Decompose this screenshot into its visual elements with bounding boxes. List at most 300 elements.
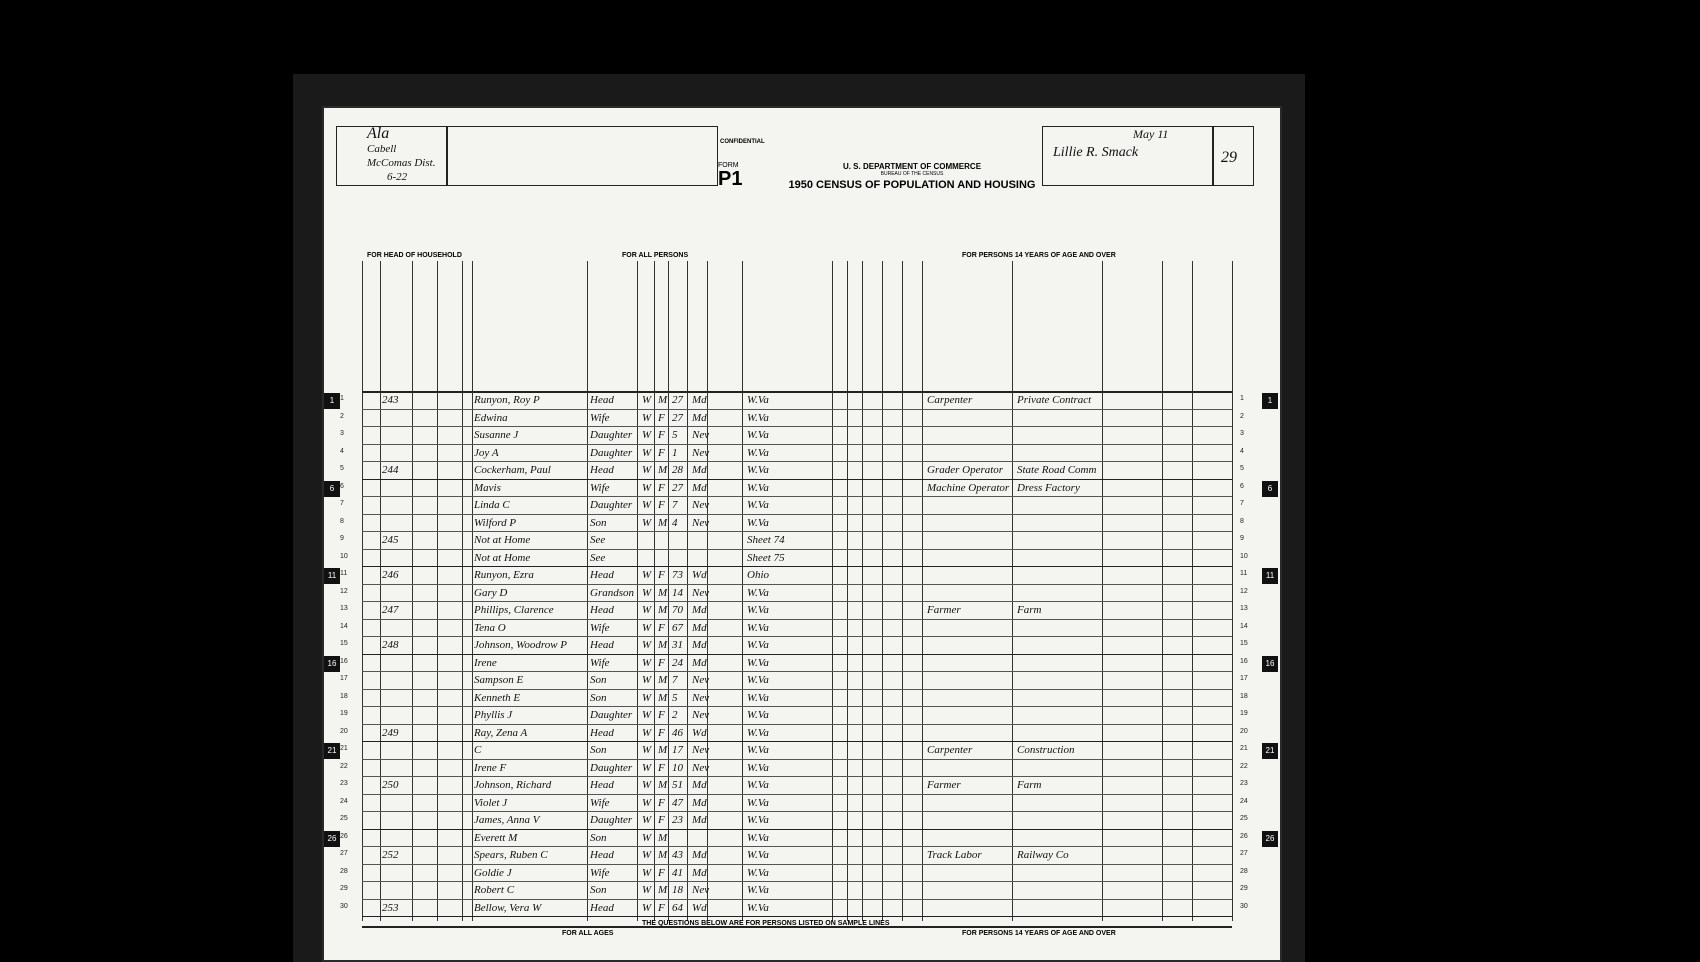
cell-rel: Daughter <box>590 446 633 459</box>
cell-sex: F <box>658 726 665 739</box>
cell-rel: Wife <box>590 656 610 669</box>
cell-age: 5 <box>672 429 678 441</box>
row-number-right: 3 <box>1240 430 1244 437</box>
cell-race: W <box>642 691 652 704</box>
cell-rel: Wife <box>590 411 610 424</box>
cell-age: 31 <box>672 639 683 651</box>
cell-age: 28 <box>672 464 683 476</box>
sample-line-marker-right: 16 <box>1262 656 1278 672</box>
row-number-right: 20 <box>1240 727 1248 735</box>
row-number: 7 <box>340 500 344 507</box>
row-number: 20 <box>340 727 348 735</box>
enumerator-signature: Lillie R. Smack <box>1053 145 1139 160</box>
cell-sex: F <box>658 446 665 459</box>
cell-ms: Nev <box>692 761 710 774</box>
row-number-right: 21 <box>1240 745 1248 752</box>
sample-line-marker: 1 <box>324 393 340 409</box>
cell-sex: F <box>658 499 665 511</box>
cell-bp: W.Va <box>747 744 769 756</box>
cell-rel: Head <box>590 726 614 739</box>
cell-race: W <box>642 726 652 739</box>
cell-ms: Md <box>692 481 707 494</box>
row-number-right: 5 <box>1240 465 1244 472</box>
row-number-right: 29 <box>1240 885 1248 892</box>
census-title: 1950 CENSUS OF POPULATION AND HOUSING <box>788 179 1036 191</box>
form-number: P1 <box>718 168 743 190</box>
cell-ms: Nev <box>692 744 710 756</box>
cell-ms: Nev <box>692 499 710 511</box>
sample-line-marker-right: 1 <box>1262 393 1278 409</box>
cell-age: 51 <box>672 779 683 791</box>
row-number-right: 13 <box>1240 605 1248 612</box>
cell-rel: Son <box>590 516 607 529</box>
cell-age: 47 <box>672 796 683 809</box>
row-number: 10 <box>340 552 348 560</box>
cell-race: W <box>642 866 652 879</box>
cell-age: 73 <box>672 569 683 581</box>
cell-race: W <box>642 831 652 844</box>
cell-dwelling: 252 <box>382 849 399 861</box>
cell-race: W <box>642 814 652 826</box>
cell-bp: W.Va <box>747 446 769 459</box>
row-number: 28 <box>340 867 348 875</box>
cell-rel: See <box>590 551 606 564</box>
cell-ms: Md <box>692 656 707 669</box>
cell-name: Gary D <box>474 586 508 599</box>
cell-name: Runyon, Roy P <box>474 394 540 406</box>
row-number: 29 <box>340 885 348 892</box>
cell-race: W <box>642 656 652 669</box>
row-number: 3 <box>340 430 344 437</box>
cell-age: 67 <box>672 621 683 634</box>
cell-rel: Head <box>590 849 614 861</box>
cell-bp: W.Va <box>747 831 769 844</box>
cell-rel: Son <box>590 884 607 896</box>
bottom-persons-14: FOR PERSONS 14 YEARS OF AGE AND OVER <box>962 930 1116 937</box>
row-number-right: 1 <box>1240 395 1244 402</box>
cell-age: 24 <box>672 656 683 669</box>
cell-occ: Track Labor <box>927 849 982 861</box>
cell-age: 2 <box>672 709 678 721</box>
cell-bp: Ohio <box>747 569 769 581</box>
cell-race: W <box>642 429 652 441</box>
cell-ind: Farm <box>1017 779 1042 791</box>
cell-rel: See <box>590 534 606 546</box>
cell-bp: Sheet 74 <box>747 534 785 546</box>
cell-race: W <box>642 516 652 529</box>
cell-ind: Railway Co <box>1017 849 1069 861</box>
cell-rel: Daughter <box>590 429 633 441</box>
cell-sex: F <box>658 411 665 424</box>
cell-ms: Md <box>692 866 707 879</box>
cell-rel: Son <box>590 674 607 686</box>
cell-occ: Farmer <box>927 779 961 791</box>
cell-sex: M <box>658 779 668 791</box>
sample-line-marker: 26 <box>324 831 340 847</box>
row-number-right: 7 <box>1240 500 1244 507</box>
row-number-right: 24 <box>1240 797 1248 805</box>
address-box <box>446 126 718 186</box>
cell-ms: Nev <box>692 516 710 529</box>
cell-bp: W.Va <box>747 761 769 774</box>
cell-dwelling: 243 <box>382 394 399 406</box>
cell-occ: Machine Operator <box>927 481 1010 494</box>
cell-ind: Farm <box>1017 604 1042 616</box>
cell-sex: F <box>658 656 665 669</box>
row-number-right: 22 <box>1240 762 1248 770</box>
cell-race: W <box>642 464 652 476</box>
cell-sex: M <box>658 464 668 476</box>
row-number: 25 <box>340 815 348 822</box>
cell-occ: Grader Operator <box>927 464 1004 476</box>
cell-sex: M <box>658 831 668 844</box>
cell-ms: Nev <box>692 429 710 441</box>
cell-ms: Md <box>692 814 707 826</box>
bottom-sample-heading: THE QUESTIONS BELOW ARE FOR PERSONS LISTED ON SAMPLE LINES <box>642 920 890 927</box>
row-number: 5 <box>340 465 344 472</box>
cell-sex: M <box>658 744 668 756</box>
county-value: Cabell <box>367 143 397 155</box>
cell-bp: W.Va <box>747 849 769 861</box>
sheet-number: 29 <box>1221 149 1237 166</box>
form-label: FORM <box>718 162 739 169</box>
row-number-right: 10 <box>1240 552 1248 560</box>
cell-ms: Md <box>692 796 707 809</box>
row-number-right: 12 <box>1240 587 1248 595</box>
cell-name: Linda C <box>474 499 510 511</box>
cell-age: 17 <box>672 744 683 756</box>
cell-rel: Head <box>590 464 614 476</box>
cell-rel: Son <box>590 744 607 756</box>
cell-name: Mavis <box>474 481 501 494</box>
row-number: 12 <box>340 587 348 595</box>
sample-line-marker-right: 21 <box>1262 743 1278 759</box>
cell-name: Kenneth E <box>474 691 521 704</box>
cell-bp: W.Va <box>747 464 769 476</box>
cell-race: W <box>642 621 652 634</box>
cell-sex: M <box>658 691 668 704</box>
cell-name: Irene <box>474 656 497 669</box>
cell-ms: Wd <box>692 901 707 914</box>
cell-bp: W.Va <box>747 901 769 914</box>
cell-race: W <box>642 394 652 406</box>
head-of-household-heading: FOR HEAD OF HOUSEHOLD <box>367 252 462 259</box>
cell-occ: Carpenter <box>927 394 973 406</box>
cell-name: Joy A <box>474 446 499 459</box>
sample-line-marker: 11 <box>324 568 340 584</box>
row-number: 22 <box>340 762 348 770</box>
cell-age: 18 <box>672 884 683 896</box>
cell-ms: Wd <box>692 569 707 581</box>
cell-name: Edwina <box>474 411 508 424</box>
sheet-number-box <box>1212 126 1254 186</box>
cell-bp: W.Va <box>747 726 769 739</box>
cell-rel: Head <box>590 604 614 616</box>
cell-rel: Head <box>590 639 614 651</box>
cell-rel: Son <box>590 691 607 704</box>
cell-ms: Nev <box>692 674 710 686</box>
cell-name: Everett M <box>474 831 518 844</box>
cell-ms: Wd <box>692 726 707 739</box>
cell-name: Susanne J <box>474 429 519 441</box>
cell-age: 27 <box>672 394 683 406</box>
row-number: 24 <box>340 797 348 805</box>
cell-sex: F <box>658 814 665 826</box>
cell-rel: Son <box>590 831 607 844</box>
sample-line-marker-right: 6 <box>1262 481 1278 497</box>
row-number-right: 23 <box>1240 780 1248 787</box>
row-number-right: 26 <box>1240 832 1248 840</box>
row-number: 16 <box>340 657 348 665</box>
row-number: 19 <box>340 710 348 717</box>
cell-race: W <box>642 779 652 791</box>
row-number: 17 <box>340 675 348 682</box>
cell-bp: W.Va <box>747 691 769 704</box>
cell-age: 1 <box>672 446 678 459</box>
row-number-right: 28 <box>1240 867 1248 875</box>
row-number-right: 4 <box>1240 447 1244 455</box>
cell-name: Robert C <box>474 884 515 896</box>
cell-sex: M <box>658 849 668 861</box>
cell-bp: W.Va <box>747 884 769 896</box>
cell-sex: M <box>658 394 668 406</box>
cell-bp: Sheet 75 <box>747 551 785 564</box>
persons-14-heading: FOR PERSONS 14 YEARS OF AGE AND OVER <box>962 252 1116 259</box>
cell-sex: F <box>658 761 665 774</box>
cell-sex: M <box>658 639 668 651</box>
cell-age: 64 <box>672 901 683 914</box>
cell-age: 5 <box>672 691 678 704</box>
row-number: 11 <box>340 570 348 577</box>
cell-age: 43 <box>672 849 683 861</box>
cell-sex: F <box>658 621 665 634</box>
row-number-right: 25 <box>1240 815 1248 822</box>
cell-ms: Md <box>692 779 707 791</box>
row-number-right: 14 <box>1240 622 1248 630</box>
cell-name: Wilford P <box>474 516 517 529</box>
row-number: 4 <box>340 447 344 455</box>
cell-age: 27 <box>672 411 683 424</box>
bureau-label: BUREAU OF THE CENSUS <box>880 171 944 177</box>
cell-sex: M <box>658 516 668 529</box>
cell-sex: M <box>658 604 668 616</box>
cell-bp: W.Va <box>747 866 769 879</box>
row-number-right: 27 <box>1240 850 1248 857</box>
row-number: 2 <box>340 412 344 420</box>
row-number-right: 6 <box>1240 482 1244 490</box>
row-number-right: 18 <box>1240 692 1248 700</box>
cell-race: W <box>642 674 652 686</box>
cell-bp: W.Va <box>747 814 769 826</box>
cell-name: Violet J <box>474 796 508 809</box>
cell-sex: F <box>658 866 665 879</box>
state-value: Ala <box>367 125 390 142</box>
cell-ms: Md <box>692 464 707 476</box>
cell-name: C <box>474 744 482 756</box>
cell-bp: W.Va <box>747 394 769 406</box>
cell-name: Irene F <box>474 761 507 774</box>
bottom-all-ages: FOR ALL AGES <box>562 930 614 937</box>
cell-sex: M <box>658 674 668 686</box>
cell-sex: M <box>658 586 668 599</box>
cell-dwelling: 253 <box>382 901 399 914</box>
cell-rel: Daughter <box>590 709 633 721</box>
cell-rel: Head <box>590 779 614 791</box>
row-number: 23 <box>340 780 348 787</box>
row-number-right: 8 <box>1240 517 1244 525</box>
row-number: 14 <box>340 622 348 630</box>
cell-race: W <box>642 411 652 424</box>
row-number: 27 <box>340 850 348 857</box>
cell-dwelling: 250 <box>382 779 399 791</box>
cell-ms: Md <box>692 621 707 634</box>
cell-bp: W.Va <box>747 639 769 651</box>
cell-ms: Md <box>692 604 707 616</box>
cell-ind: Private Contract <box>1017 394 1092 406</box>
cell-race: W <box>642 884 652 896</box>
row-number: 15 <box>340 640 348 647</box>
cell-race: W <box>642 744 652 756</box>
row-number: 6 <box>340 482 344 490</box>
row-number: 1 <box>340 395 344 402</box>
cell-sex: F <box>658 569 665 581</box>
cell-occ: Farmer <box>927 604 961 616</box>
cell-bp: W.Va <box>747 586 769 599</box>
district-value: McComas Dist. <box>367 157 436 169</box>
cell-dwelling: 246 <box>382 569 399 581</box>
cell-occ: Carpenter <box>927 744 973 756</box>
cell-race: W <box>642 604 652 616</box>
cell-bp: W.Va <box>747 481 769 494</box>
row-number: 21 <box>340 745 348 752</box>
cell-name: Spears, Ruben C <box>474 849 548 861</box>
cell-sex: F <box>658 429 665 441</box>
cell-name: Not at Home <box>474 534 531 546</box>
cell-race: W <box>642 499 652 511</box>
cell-name: Not at Home <box>474 551 531 564</box>
cell-ms: Md <box>692 639 707 651</box>
cell-ms: Nev <box>692 586 710 599</box>
row-number-right: 16 <box>1240 657 1248 665</box>
ed-value: 6-22 <box>387 171 408 183</box>
row-number: 26 <box>340 832 348 840</box>
form-id <box>718 162 742 189</box>
sample-line-marker: 16 <box>324 656 340 672</box>
cell-age: 10 <box>672 761 683 774</box>
cell-age: 14 <box>672 586 683 599</box>
cell-bp: W.Va <box>747 621 769 634</box>
cell-ms: Md <box>692 394 707 406</box>
cell-bp: W.Va <box>747 516 769 529</box>
cell-dwelling: 245 <box>382 534 399 546</box>
cell-rel: Wife <box>590 621 610 634</box>
confidential-label: CONFIDENTIAL <box>720 139 765 145</box>
cell-ind: Construction <box>1017 744 1075 756</box>
cell-ms: Nev <box>692 884 710 896</box>
cell-name: Johnson, Woodrow P <box>474 639 567 651</box>
cell-race: W <box>642 481 652 494</box>
cell-rel: Daughter <box>590 761 633 774</box>
table-row <box>340 899 1248 921</box>
cell-sex: F <box>658 901 665 914</box>
cell-ind: Dress Factory <box>1017 481 1080 494</box>
cell-race: W <box>642 639 652 651</box>
cell-dwelling: 249 <box>382 726 399 739</box>
sample-line-marker: 6 <box>324 481 340 497</box>
cell-rel: Head <box>590 901 614 914</box>
cell-name: Sampson E <box>474 674 524 686</box>
cell-sex: F <box>658 709 665 721</box>
row-number-right: 9 <box>1240 535 1244 542</box>
cell-race: W <box>642 446 652 459</box>
row-number-right: 17 <box>1240 675 1248 682</box>
cell-age: 70 <box>672 604 683 616</box>
cell-race: W <box>642 569 652 581</box>
cell-rel: Daughter <box>590 814 633 826</box>
cell-age: 27 <box>672 481 683 494</box>
cell-rel: Wife <box>590 866 610 879</box>
cell-name: Runyon, Ezra <box>474 569 534 581</box>
cell-ms: Nev <box>692 691 710 704</box>
cell-name: Ray, Zena A <box>474 726 528 739</box>
cell-age: 7 <box>672 499 678 511</box>
cell-rel: Wife <box>590 796 610 809</box>
cell-name: James, Anna V <box>474 814 540 826</box>
cell-bp: W.Va <box>747 429 769 441</box>
cell-bp: W.Va <box>747 604 769 616</box>
cell-age: 7 <box>672 674 678 686</box>
cell-dwelling: 244 <box>382 464 399 476</box>
cell-name: Bellow, Vera W <box>474 901 542 914</box>
column-rule <box>1232 261 1233 921</box>
dept-label: U. S. DEPARTMENT OF COMMERCE <box>842 162 982 171</box>
row-number: 18 <box>340 692 348 700</box>
sample-line-marker-right: 26 <box>1262 831 1278 847</box>
cell-ms: Nev <box>692 446 710 459</box>
row-number-right: 15 <box>1240 640 1248 647</box>
locality-box <box>336 126 448 186</box>
cell-sex: F <box>658 796 665 809</box>
row-number-right: 11 <box>1240 570 1248 577</box>
cell-age: 41 <box>672 866 683 879</box>
cell-sex: F <box>658 481 665 494</box>
cell-race: W <box>642 849 652 861</box>
cell-rel: Head <box>590 394 614 406</box>
cell-name: Phillips, Clarence <box>474 604 554 616</box>
title-block <box>782 162 1042 191</box>
sample-questions-band <box>362 920 1232 962</box>
enumerator-box <box>1042 126 1214 186</box>
row-number-right: 2 <box>1240 412 1244 420</box>
cell-dwelling: 247 <box>382 604 399 616</box>
cell-bp: W.Va <box>747 499 769 511</box>
cell-rel: Head <box>590 569 614 581</box>
row-number: 9 <box>340 535 344 542</box>
cell-rel: Grandson <box>590 586 635 599</box>
cell-dwelling: 248 <box>382 639 399 651</box>
cell-rel: Wife <box>590 481 610 494</box>
cell-age: 4 <box>672 516 678 529</box>
row-number-right: 19 <box>1240 710 1248 717</box>
cell-race: W <box>642 901 652 914</box>
sample-line-marker-right: 11 <box>1262 568 1278 584</box>
row-number: 30 <box>340 902 348 910</box>
cell-name: Goldie J <box>474 866 512 879</box>
row-number: 8 <box>340 517 344 525</box>
sample-line-marker: 21 <box>324 743 340 759</box>
census-sheet <box>322 106 1282 962</box>
cell-bp: W.Va <box>747 411 769 424</box>
